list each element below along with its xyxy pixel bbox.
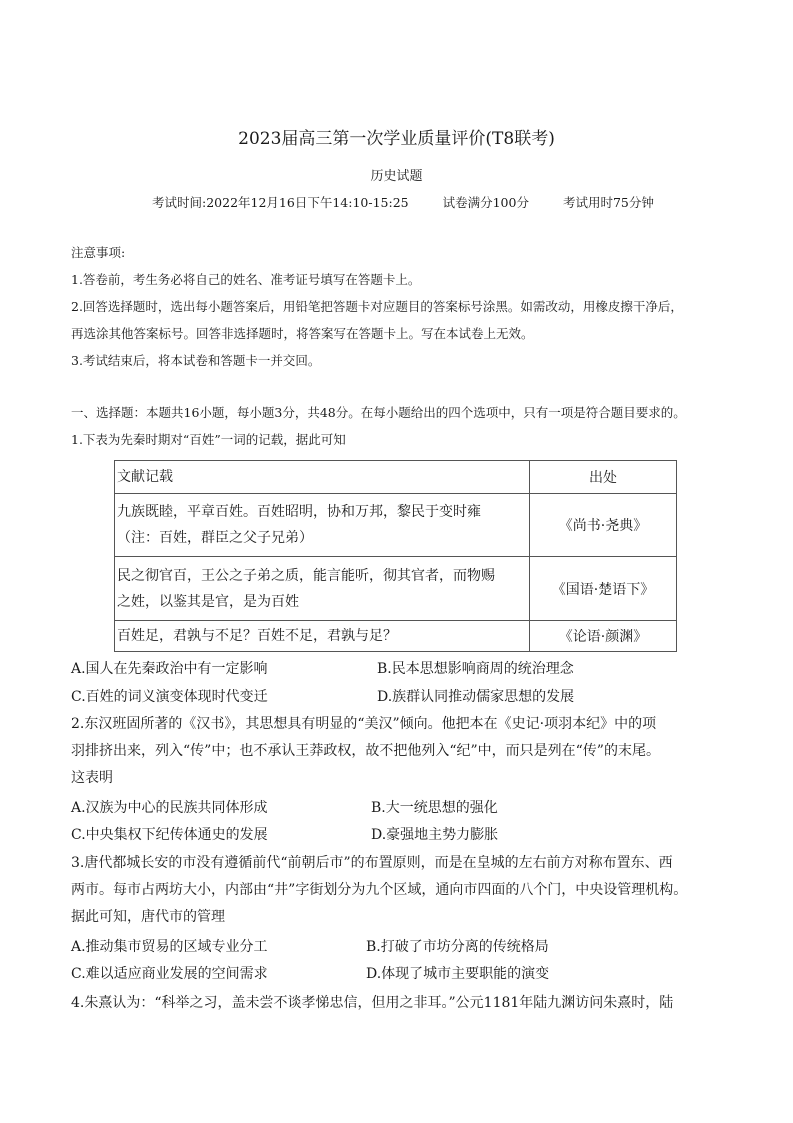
record-line: 九族既睦，平章百姓。百姓昭明，协和万邦，黎民于变时雍	[117, 504, 481, 520]
options-row	[71, 824, 731, 850]
record-line: 之姓，以鉴其是官，是为百姓	[117, 593, 299, 610]
option-a[interactable]: A.汉族为中心的民族共同体形成	[71, 800, 268, 816]
option-a[interactable]: A.国人在先秦政治中有一定影响	[71, 661, 268, 677]
options-row	[71, 963, 731, 989]
stem-line: 据此可知，唐代市的管理	[71, 909, 225, 925]
table-row	[115, 494, 677, 557]
table-cell-source: 《国语·楚语下》	[530, 557, 677, 621]
notes-item: 1.答卷前，考生务必将自己的姓名、准考证号填写在答题卡上。	[71, 272, 421, 287]
table-row	[115, 557, 677, 621]
table-cell-record: 百姓足，君孰与不足？百姓不足，君孰与足？	[115, 621, 530, 652]
exam-subject: 历史试题	[370, 169, 423, 184]
stem-line: 2.东汉班固所著的《汉书》，其思想具有明显的“美汉”倾向。他把本在《史记·项羽本纪》中的项	[71, 716, 657, 732]
notes-item: 再选涂其他答案标号。回答非选择题时，将答案写在答题卡上。写在本试卷上无效。	[71, 326, 534, 341]
question-3-stem	[71, 850, 721, 931]
stem-line: 两市。每市占两坊大小，内部由“井”字街划分为九个区域，通向市四面的八个门，中央设管理机构。	[71, 882, 688, 898]
option-a[interactable]: A.推动集市贸易的区域专业分工	[71, 939, 268, 955]
option-d[interactable]: D.体现了城市主要职能的演变	[366, 966, 550, 982]
full-score: 试卷满分100分	[442, 195, 529, 210]
option-c[interactable]: C.中央集权下纪传体通史的发展	[71, 827, 268, 843]
options-row	[71, 658, 731, 684]
stem-line: 3.唐代都城长安的市没有遵循前代“前朝后市”的布置原则，而是在皇城的左右前方对称布置东、西	[71, 855, 673, 871]
table-header-cell: 出处	[530, 461, 677, 494]
options-row	[71, 936, 731, 962]
question-4-stem	[71, 990, 721, 1017]
exam-info	[152, 193, 654, 211]
table-cell-source: 《论语·颜渊》	[530, 621, 677, 652]
option-c[interactable]: C.难以适应商业发展的空间需求	[71, 966, 268, 982]
exam-duration: 考试用时75分钟	[562, 195, 654, 210]
record-line: （注：百姓，群臣之父子兄弟）	[117, 530, 313, 546]
notes-item: 2.回答选择题时，选出每小题答案后，用铅笔把答题卡对应题目的答案标号涂黑。如需改动，用橡皮擦干净后，	[71, 299, 683, 314]
stem-line: 羽排挤出来，列入“传”中；也不承认王莽政权，故不把他列入“纪”中，而只是列在“传”的末尾。	[71, 743, 660, 759]
option-b[interactable]: B.大一统思想的强化	[371, 800, 498, 816]
table-header-cell: 文献记载	[115, 461, 530, 494]
options-row	[71, 686, 731, 712]
option-d[interactable]: D.族群认同推动儒家思想的发展	[377, 689, 575, 705]
table-cell-record	[115, 557, 530, 621]
notes-heading: 注意事项:	[71, 245, 126, 260]
record-line: 民之彻官百，王公之子弟之质，能言能听，彻其官者，而物赐	[117, 567, 495, 584]
exam-title: 2023届高三第一次学业质量评价(T8联考)	[238, 129, 555, 149]
stem-line: 4.朱熹认为：“科举之习，盖未尝不谈孝悌忠信，但用之非耳。”公元1181年陆九渊访问朱熹时，陆	[71, 995, 674, 1011]
stem-line: 这表明	[71, 770, 113, 786]
records-table	[114, 460, 677, 652]
table-header-row	[115, 461, 677, 494]
option-b[interactable]: B.打破了市坊分离的传统格局	[366, 939, 549, 955]
question-2-stem	[71, 711, 721, 792]
table-cell-source: 《尚书·尧典》	[530, 494, 677, 557]
question-1-stem: 1.下表为先秦时期对“百姓”一词的记载，据此可知	[71, 432, 346, 447]
table-cell-record	[115, 494, 530, 557]
table-row	[115, 621, 677, 652]
exam-time: 考试时间:2022年12月16日下午14:10-15:25	[152, 195, 409, 210]
section-heading: 一、选择题：本题共16小题，每小题3分，共48分。在每小题给出的四个选项中，只有一项是符合题目要求的。	[71, 405, 686, 420]
option-d[interactable]: D.豪强地主势力膨胀	[371, 827, 499, 843]
option-b[interactable]: B.民本思想影响商周的统治理念	[377, 661, 574, 677]
notes-item: 3.考试结束后，将本试卷和答题卡一并交回。	[71, 353, 321, 368]
option-c[interactable]: C.百姓的词义演变体现时代变迁	[71, 689, 268, 705]
options-row	[71, 797, 731, 823]
